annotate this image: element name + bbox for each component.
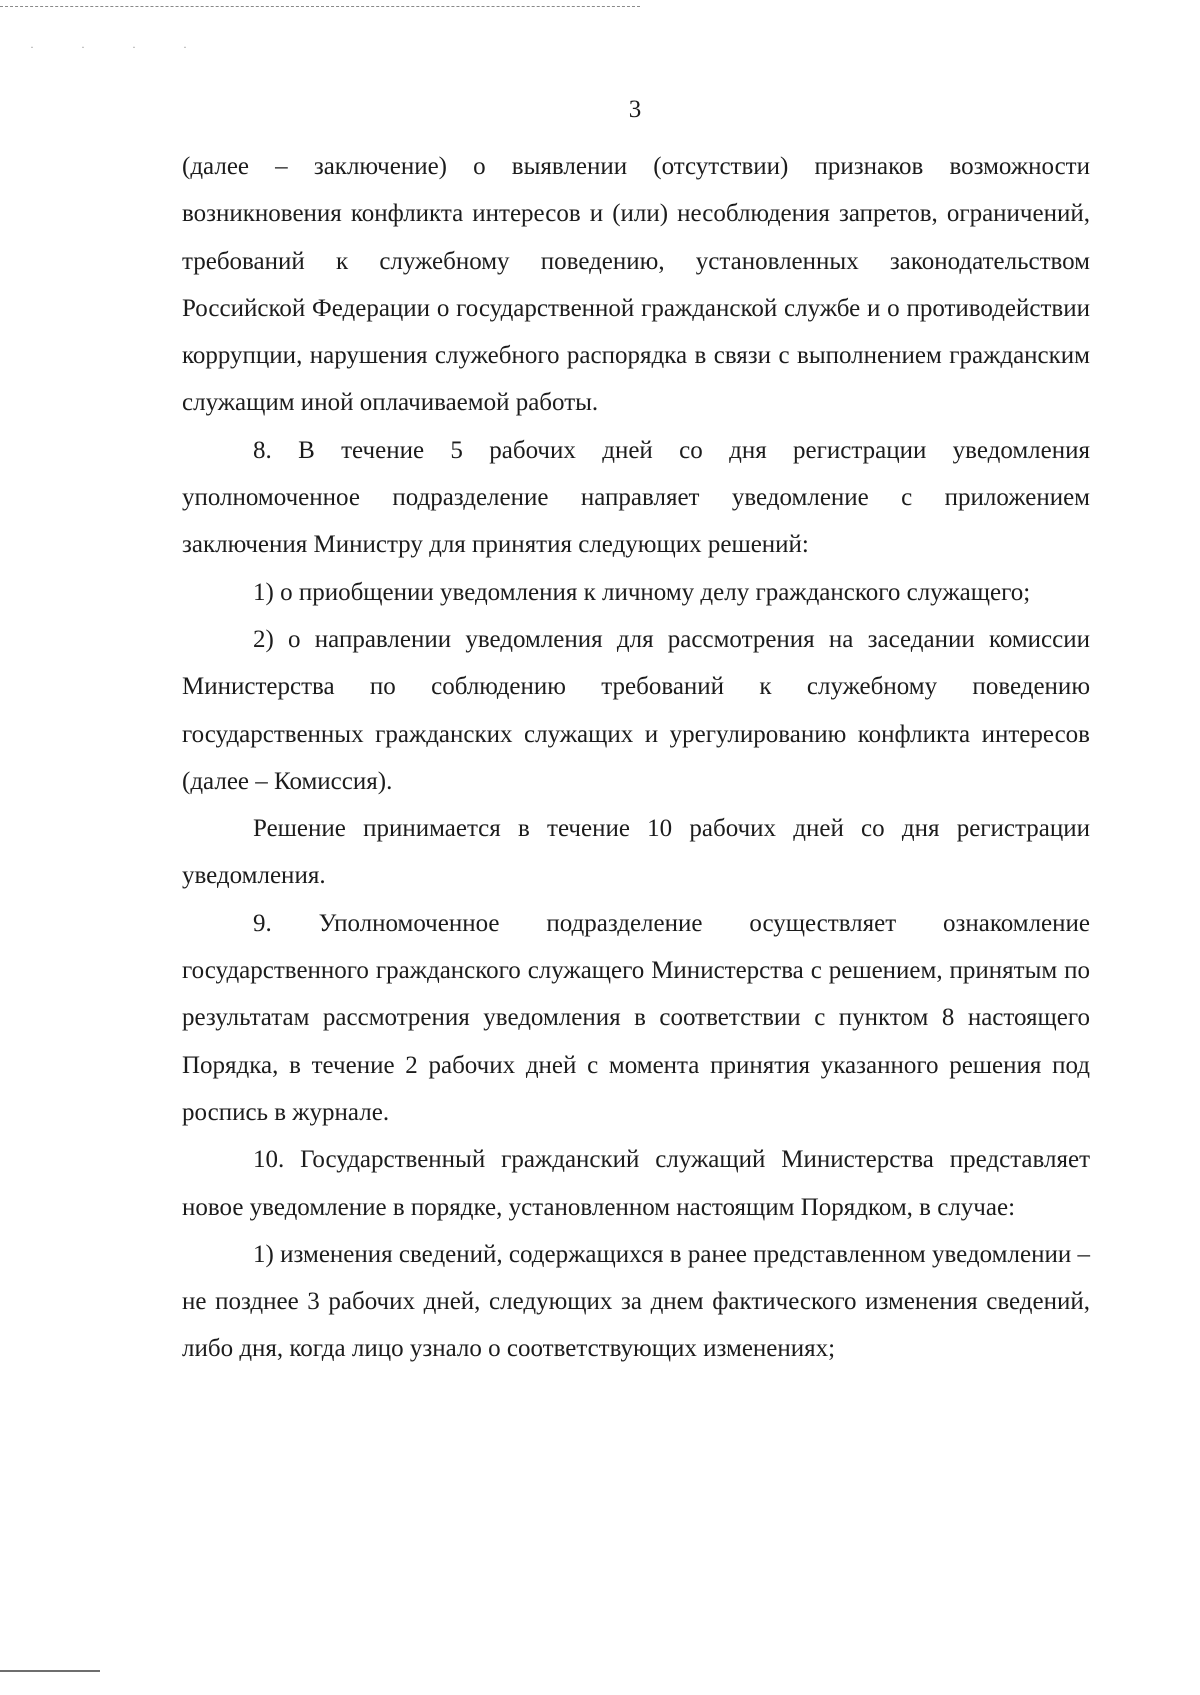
paragraph-item-10: 10. Государственный гражданский служащий Министерства представляет новое уведомление в порядке, установленном настоящим Порядком, в случае: (182, 1146, 1090, 1221)
paragraph-continuation: (далее – заключение) о выявлении (отсутствии) признаков возможности возникновения конфликта интересов и (или) несоблюдения запретов, ограничений, требований к служебному поведению, установленных законодательством Российской Федерации о государственной гражданской службе и о противодействии коррупции, нарушения служебного распорядка в связи с выполнением гражданским служащим иной оплачиваемой работы. (182, 153, 1090, 417)
paragraph-item-8-2: 2) о направлении уведомления для рассмотрения на заседании комиссии Министерства по соблюдению требований к служебному поведению государственных гражданских служащих и урегулированию конфликта интересов (далее – Комиссия). (182, 625, 1090, 795)
paragraph-item-8-1: 1) о приобщении уведомления к личному делу гражданского служащего; (253, 578, 1031, 606)
paragraph-item-9: 9. Уполномоченное подразделение осуществляет ознакомление государственного гражданского служащего Министерства с решением, принятым по результатам рассмотрения уведомления в соответствии с пунктом 8 настоящего Порядка, в течение 2 рабочих дней с момента принятия указанного решения под роспись в журнале. (182, 909, 1090, 1126)
scan-edge-line-bottom (0, 1670, 100, 1672)
paragraph-item-10-1: 1) изменения сведений, содержащихся в ранее представленном уведомлении – не позднее 3 рабочих дней, следующих за днем фактического изменения сведений, либо дня, когда лицо узнало о соответствующих изменениях; (182, 1240, 1090, 1363)
scan-artifacts: · · · · (30, 40, 209, 54)
page-number: 3 (628, 96, 642, 123)
scan-edge-line-top (0, 6, 640, 7)
document-body (182, 143, 1090, 1373)
paragraph-decision: Решение принимается в течение 10 рабочих дней со дня регистрации уведомления. (182, 815, 1090, 890)
paragraph-item-8: 8. В течение 5 рабочих дней со дня регистрации уведомления уполномоченное подразделение направляет уведомление с приложением заключения Министру для принятия следующих решений: (182, 436, 1090, 559)
